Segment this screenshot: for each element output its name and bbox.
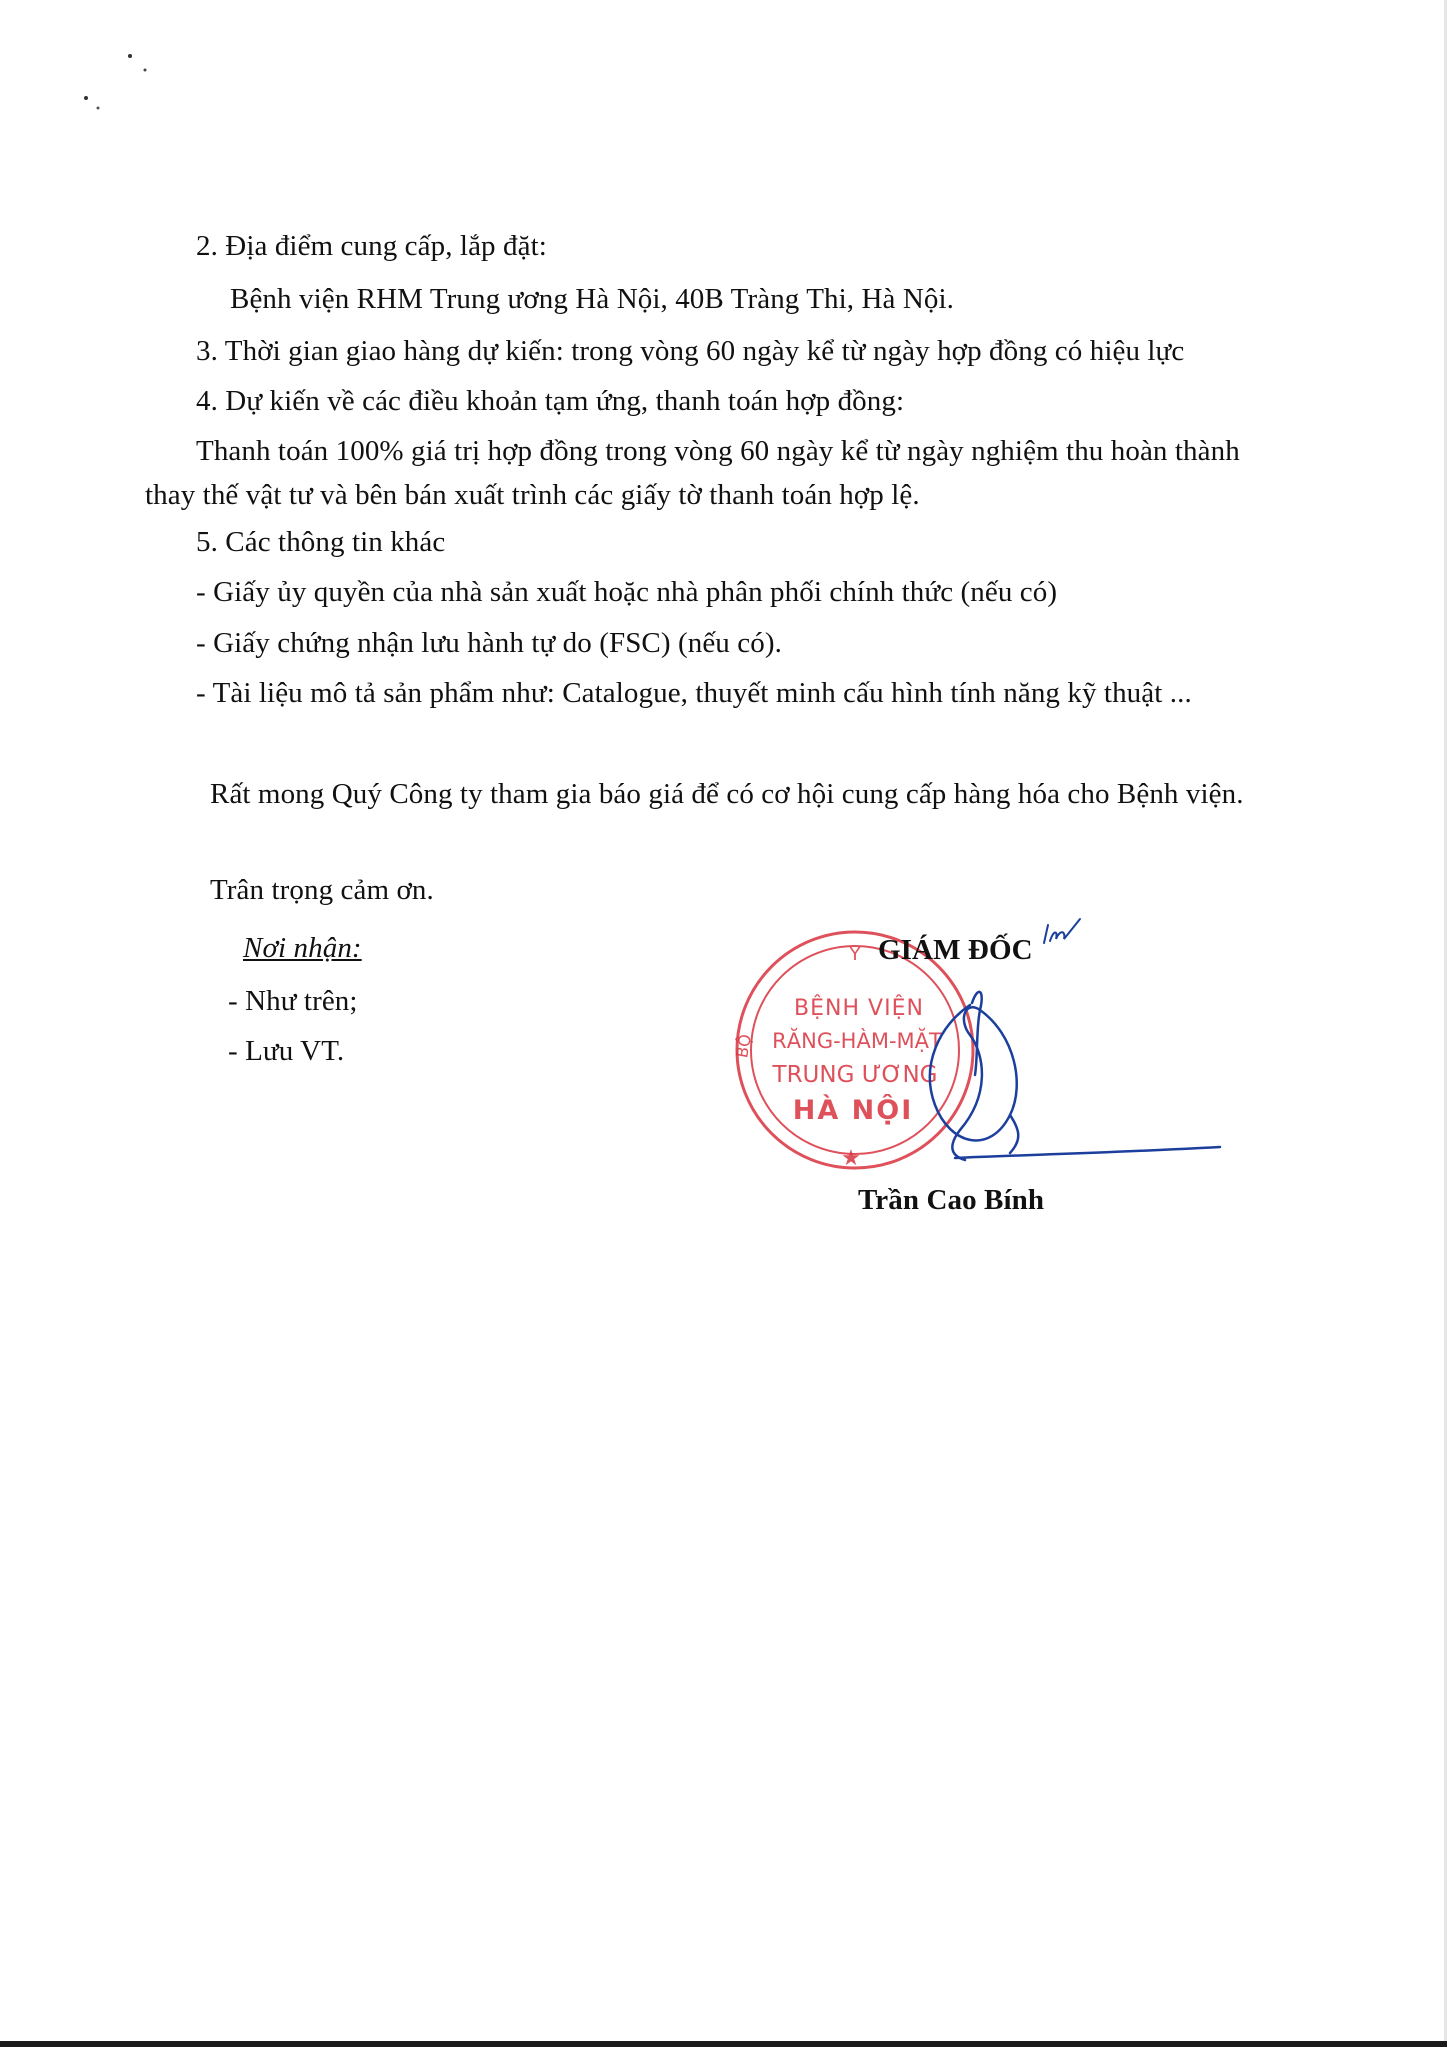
closing-text: Trân trọng cảm ơn. (210, 874, 434, 906)
item3-delivery-time: 3. Thời gian giao hàng dự kiến: trong vòng 60 ngày kể từ ngày hợp đồng có hiệu lực (196, 335, 1185, 367)
svg-text:BỆNH VIỆN: BỆNH VIỆN (794, 996, 924, 1021)
svg-text:BỘ: BỘ (732, 1032, 755, 1060)
bullet-catalogue: - Tài liệu mô tả sản phẩm như: Catalogue, thuyết minh cấu hình tính năng kỹ thuật ... (196, 677, 1192, 709)
bullet-fsc: - Giấy chứng nhận lưu hành tự do (FSC) (nếu có). (196, 627, 782, 659)
scan-bottom-border (0, 2041, 1447, 2047)
bullet-authorization: - Giấy ủy quyền của nhà sản xuất hoặc nhà phân phối chính thức (nếu có) (196, 576, 1058, 608)
payment-paragraph-line2: thay thế vật tư và bên bán xuất trình các giấy tờ thanh toán hợp lệ. (145, 479, 920, 511)
item4-heading: 4. Dự kiến về các điều khoản tạm ứng, thanh toán hợp đồng: (196, 385, 905, 417)
initial-mark (1040, 915, 1090, 955)
svg-text:TRUNG ƯƠNG: TRUNG ƯƠNG (772, 1062, 938, 1088)
signatory-title: GIÁM ĐỐC (878, 934, 1033, 966)
recipient-item: - Lưu VT. (228, 1035, 345, 1067)
svg-text:RĂNG-HÀM-MẶT: RĂNG-HÀM-MẶT (772, 1029, 942, 1053)
signatory-name: Trần Cao Bính (858, 1184, 1045, 1216)
svg-text:★: ★ (841, 1146, 861, 1171)
scan-specks (70, 40, 150, 125)
invitation-text: Rất mong Quý Công ty tham gia báo giá để có cơ hội cung cấp hàng hóa cho Bệnh viện. (210, 778, 1244, 810)
payment-paragraph-line1: Thanh toán 100% giá trị hợp đồng trong vòng 60 ngày kể từ ngày nghiệm thu hoàn thành (196, 435, 1240, 467)
recipients-heading: Nơi nhận: (243, 932, 362, 964)
item2-heading: 2. Địa điểm cung cấp, lắp đặt: (196, 230, 547, 262)
svg-text:HÀ NỘI: HÀ NỘI (792, 1095, 914, 1126)
item2-detail: Bệnh viện RHM Trung ương Hà Nội, 40B Tràng Thi, Hà Nội. (230, 283, 955, 315)
svg-text:Y: Y (849, 944, 861, 965)
item5-heading: 5. Các thông tin khác (196, 526, 446, 558)
recipient-item: - Như trên; (228, 985, 358, 1017)
